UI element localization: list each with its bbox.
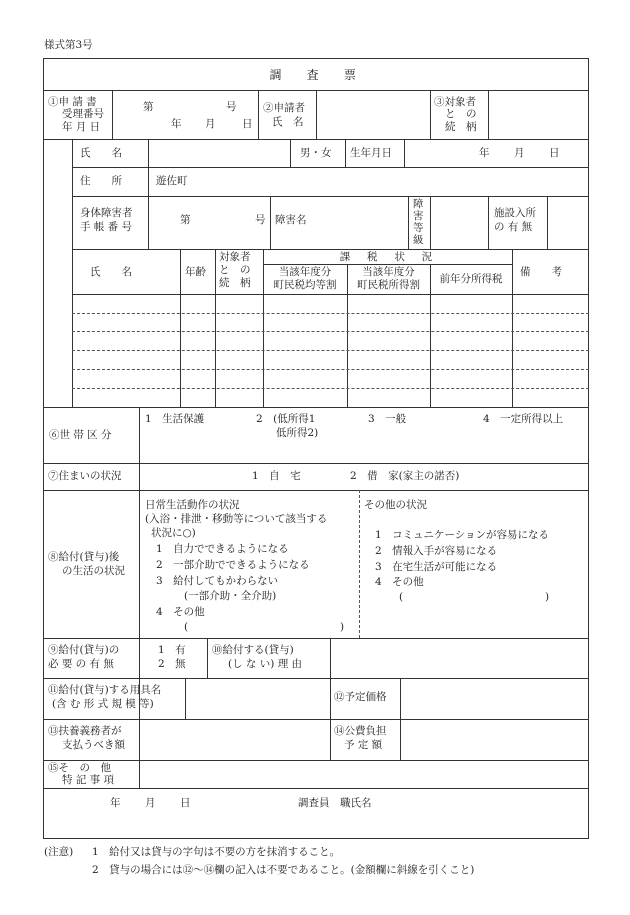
col-relation-2: と の <box>219 264 251 276</box>
note-2: 2 貸与の場合には⑫～⑭欄の記入は不要であること。(金額欄に斜線を引くこと) <box>92 864 475 876</box>
public-label-2: 予 定 額 <box>344 739 383 751</box>
reason-label-1: ⑩給付する(貸与) <box>212 644 294 656</box>
other-line-5: 4 その他 <box>375 576 424 588</box>
household-option-2: 2 (低所得1 <box>256 413 316 425</box>
item-label-1: ⑪給付(貸与)する用具名 <box>48 684 162 696</box>
target-label-3: 続 柄 <box>445 121 477 133</box>
handbook-dai: 第 <box>180 214 191 226</box>
receipt-month: 月 <box>205 118 216 130</box>
receipt-dai: 第 <box>143 101 154 113</box>
investigator-label: 調査員 職氏名 <box>298 797 372 809</box>
footer-month: 月 <box>145 797 156 809</box>
footer-day: 日 <box>180 797 191 809</box>
col-tax-status: 課 税 状 況 <box>339 251 436 263</box>
receipt-label-3: 年 月 日 <box>62 121 101 133</box>
disability-grade-3: 等 <box>413 222 424 234</box>
birth-label: 生年月日 <box>350 147 392 159</box>
disability-grade-4: 級 <box>413 234 424 246</box>
applicant-label-1: ②申請者 <box>263 102 305 114</box>
adl-line-4: 1 自力でできるようになる <box>156 543 289 555</box>
disability-name-label: 障害名 <box>275 214 307 226</box>
residence-option-1: 1 自 宅 <box>252 470 301 482</box>
col-tax-income-2: 町民税所得割 <box>357 279 420 291</box>
other-notes-label-1: ⑮そ の 他 <box>48 762 111 774</box>
household-option-1: 1 生活保護 <box>145 413 205 425</box>
other-line-4: 3 在宅生活が可能になる <box>375 561 498 573</box>
household-option-3: 3 一般 <box>368 413 407 425</box>
support-label-2: 支払うべき額 <box>62 739 125 751</box>
receipt-label-2: 受理番号 <box>62 108 104 120</box>
target-label-1: ③対象者 <box>434 96 476 108</box>
receipt-day: 日 <box>242 118 253 130</box>
necessity-option-1: 1 有 <box>158 644 186 656</box>
support-label-1: ⑬扶養義務者が <box>48 725 122 737</box>
reason-label-2: (し な い) 理 由 <box>228 658 303 670</box>
residence-label: ⑦住まいの状況 <box>48 470 122 482</box>
other-notes-label-2: 特 記 事 項 <box>62 774 115 786</box>
footer-year: 年 <box>110 797 121 809</box>
after-label-1: ⑧給付(貸与)後 <box>48 551 120 563</box>
other-line-2: 1 コミュニケーションが容易になる <box>375 529 550 541</box>
adl-line-3: 状況に○) <box>151 527 196 539</box>
gender-label: 男・女 <box>300 147 332 159</box>
form-number: 様式第3号 <box>44 39 93 51</box>
other-line-1: その他の状況 <box>364 499 427 511</box>
address-value: 遊佐町 <box>156 175 188 187</box>
handbook-go: 号 <box>255 214 266 226</box>
col-name: 氏 名 <box>90 266 132 278</box>
residence-option-2: 2 借 家(家主の諾否) <box>350 470 460 482</box>
adl-line-2: (入浴・排泄・移動等について該当する <box>145 513 328 525</box>
necessity-label-2: 必 要 の 有 無 <box>48 658 114 670</box>
name-label: 氏 名 <box>80 147 122 159</box>
receipt-go: 号 <box>226 101 237 113</box>
item-label-2: (含 む 形 式 規 模 等) <box>52 698 154 710</box>
adl-line-7: (一部介助・全介助) <box>184 590 277 602</box>
birth-month: 月 <box>514 147 525 159</box>
other-paren-open: ( <box>399 591 404 603</box>
household-option-4: 4 一定所得以上 <box>483 413 564 425</box>
adl-line-1: 日常生活動作の状況 <box>145 499 240 511</box>
form-title: 調 査 票 <box>269 68 363 82</box>
facility-label-2: の 有 無 <box>494 221 533 233</box>
disability-grade-1: 障 <box>413 198 424 210</box>
facility-label-1: 施設入所 <box>494 207 536 219</box>
col-relation-3: 続 柄 <box>219 277 251 289</box>
col-tax-equal-2: 町民税均等割 <box>273 279 337 291</box>
necessity-option-2: 2 無 <box>158 658 186 670</box>
price-label: ⑫予定価格 <box>334 691 387 703</box>
household-option-2b: 低所得2) <box>276 427 319 439</box>
col-remarks: 備 考 <box>520 266 562 278</box>
col-tax-equal-1: 当該年度分 <box>278 266 332 278</box>
col-relation-1: 対象者 <box>219 251 251 263</box>
adl-line-8: 4 その他 <box>156 606 205 618</box>
col-tax-income-1: 当該年度分 <box>362 266 415 278</box>
birth-day: 日 <box>549 147 560 159</box>
adl-line-5: 2 一部介助でできるようになる <box>156 559 310 571</box>
birth-year: 年 <box>479 147 490 159</box>
adl-paren-open: ( <box>184 621 189 633</box>
public-label-1: ⑭公費負担 <box>334 725 387 737</box>
receipt-year: 年 <box>171 118 182 130</box>
receipt-label-1: ①申 請 書 <box>48 96 97 108</box>
other-line-3: 2 情報入手が容易になる <box>375 545 498 557</box>
after-label-2: の生活の状況 <box>62 565 125 577</box>
necessity-label-1: ⑨給付(貸与)の <box>48 644 120 656</box>
col-prev-income-tax: 前年分所得税 <box>439 273 503 285</box>
address-label: 住 所 <box>80 175 122 187</box>
target-label-2: と の <box>445 108 477 120</box>
other-paren-close: ) <box>545 591 550 603</box>
col-age: 年齢 <box>185 266 206 278</box>
applicant-label-2: 氏 名 <box>272 116 304 128</box>
handbook-label-1: 身体障害者 <box>80 207 133 219</box>
adl-paren-close: ) <box>340 621 345 633</box>
disability-grade-2: 害 <box>413 210 424 222</box>
household-class-label: ⑥世 帯 区 分 <box>49 429 112 441</box>
handbook-label-2: 手 帳 番 号 <box>80 221 133 233</box>
note-1: 1 給付又は貸与の字句は不要の方を抹消すること。 <box>92 846 341 858</box>
notes-prefix: (注意) <box>44 846 74 858</box>
adl-line-6: 3 給付してもかわらない <box>156 575 279 587</box>
